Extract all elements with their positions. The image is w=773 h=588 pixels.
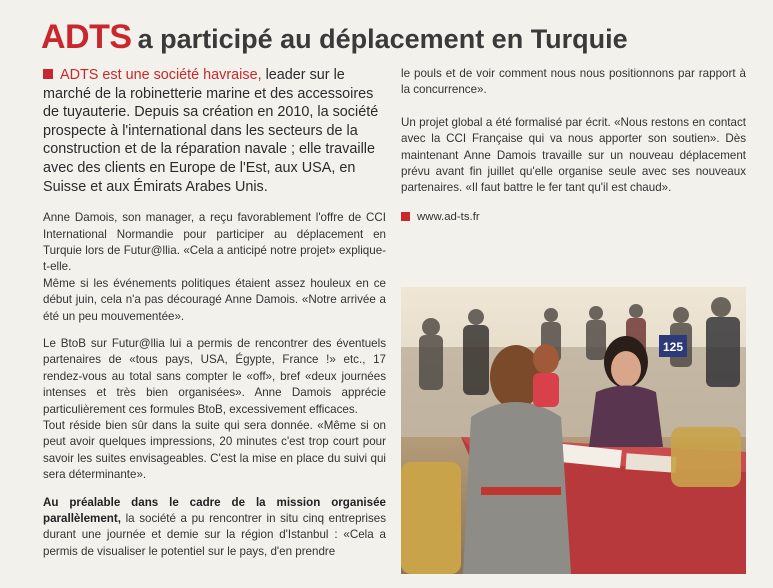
paragraph-3: Le BtoB sur Futur@llia lui a permis de rencontrer des éventuels partenaires de «tous pays, USA, Égypte, France !» etc., 17 rendez-vous au total sans compter le «off», bref «deux journées intenses et très bien organisées». Anne Damois apprécie particulièrement ces formules BtoB, excessivement efficaces.: [43, 337, 386, 416]
article-title: [41, 18, 761, 57]
lead-paragraph: [43, 66, 386, 196]
lead-highlight: ADTS est une société havraise,: [60, 67, 262, 83]
right-column: [401, 66, 746, 223]
title-brand: ADTS: [41, 18, 132, 56]
paragraph-5-bold: Au préalable dans le cadre de la mission organisée parallèlement,: [43, 495, 386, 526]
paragraph-5-text: la société a pu rencontrer in situ cinq entreprises durant une journée et demie sur la région d'Istanbul : «Cela a permis de visualiser le potentiel sur le pays, d'en prendre: [43, 512, 386, 558]
paragraph-5: [43, 495, 386, 561]
website-link[interactable]: www.ad-ts.fr: [417, 210, 480, 223]
bullet-square-icon: [401, 212, 410, 221]
left-column: [43, 66, 386, 560]
meeting-photo-illustration: [401, 287, 746, 574]
lead-text: leader sur le marché de la robinetterie marine et des accessoires de tuyauterie. Depuis sa création en 2010, la société prospecte à l'international dans les secteurs de la construction et de la réparation navale ; elle travaille avec des clients en Europe de l'Est, aux USA, en Suisse et aux Émirats Arabes Unis.: [43, 67, 379, 195]
paragraph-4: Tout réside bien sûr dans la suite qui sera donnée. «Même si on peut avoir quelques impressions, 20 minutes c'est trop court pour savoir les suites envisageables. C'est la mise en place du suivi qui sera déterminante».: [43, 419, 386, 482]
website-line: [401, 211, 746, 223]
event-photo: [401, 287, 746, 574]
bullet-square-icon: [43, 69, 53, 79]
paragraph-7: Un projet global a été formalisé par écrit. «Nous restons en contact avec la CCI Française qui va nous apporter son soutien». Dès maintenant Anne Damois travaille sur un nouveau déplacement prévu avant fin juillet qu'elle organise seule avec ses nouveaux partenaires. «Il faut battre le fer tant qu'il est chaud».: [401, 115, 746, 195]
table-number-sign: 125: [662, 340, 684, 354]
paragraph-2: Même si les événements politiques étaient assez houleux en ce début juin, cela n'a pas découragé Anne Damois. «Notre arrivée a été un peu mouvementée».: [43, 276, 386, 323]
title-text: a participé au déplacement en Turquie: [137, 24, 628, 54]
paragraph-6: le pouls et de voir comment nous nous positionnons par rapport à la concurrence».: [401, 67, 746, 97]
paragraph-1: Anne Damois, son manager, a reçu favorablement l'offre de CCI International Normandie pour participer au déplacement en Turquie lors de Futur@llia. «Cela a anticipé notre projet» explique-t-elle.: [43, 211, 386, 274]
